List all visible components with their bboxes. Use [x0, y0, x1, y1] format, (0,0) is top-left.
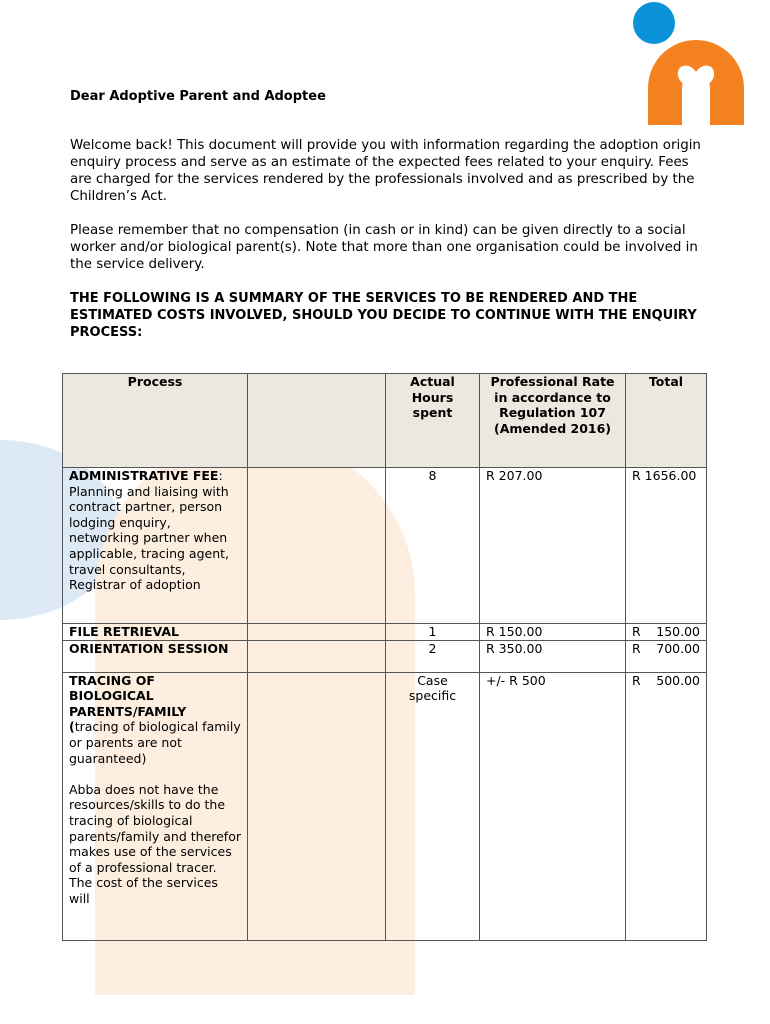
- row-description: Planning and liaising with contract partner, person lodging enquiry, networking partner when applicable, tracing agent, travel consultants, Registrar of adoption: [69, 483, 230, 593]
- process-cell: FILE RETRIEVAL: [63, 624, 248, 641]
- header-rate: Professional Rate in accordance to Regulation 107 (Amended 2016): [480, 374, 626, 468]
- process-cell: ORIENTATION SESSION: [63, 640, 248, 672]
- header-hours: Actual Hours spent: [386, 374, 480, 468]
- hours-cell: Case specific: [386, 672, 480, 940]
- total-currency: R: [632, 672, 641, 688]
- table-row: [63, 468, 707, 624]
- header-total: Total: [626, 374, 707, 468]
- process-cell: [63, 468, 248, 624]
- rate-cell: R 150.00: [480, 624, 626, 641]
- row-description: tracing of biological family or parents are not guaranteed): [69, 719, 241, 766]
- rate-cell: R 350.00: [480, 640, 626, 672]
- rate-cell: +/- R 500: [480, 672, 626, 940]
- compensation-paragraph: Please remember that no compensation (in cash or in kind) can be given directly to a social worker and/or biological parent(s). Note that more than one organisation could be involved in the service delivery.: [70, 223, 698, 272]
- total-cell: [626, 640, 707, 672]
- blank-cell: [248, 640, 386, 672]
- total-amount: 150.00: [656, 624, 700, 639]
- table-row: [63, 624, 707, 641]
- hours-cell: 8: [386, 468, 480, 624]
- table-header-row: [63, 374, 707, 468]
- process-cell: [63, 672, 248, 940]
- row-description-2: Abba does not have the resources/skills to do the tracing of biological parents/family and therefor makes use of the services of a professional tracer. The cost of the services will: [69, 781, 241, 906]
- table-row: [63, 672, 707, 940]
- row-paren: (: [69, 719, 75, 735]
- summary-heading: THE FOLLOWING IS A SUMMARY OF THE SERVICES TO BE RENDERED AND THE ESTIMATED COSTS INVOLVED, SHOULD YOU DECIDE TO CONTINUE WITH THE ENQUIRY PROCESS:: [70, 291, 697, 340]
- total-amount: 500.00: [656, 672, 700, 688]
- row-title: ADMINISTRATIVE FEE: [69, 468, 219, 483]
- row-title: TRACING OF BIOLOGICAL PARENTS/FAMILY: [69, 672, 187, 719]
- fees-table: [62, 373, 707, 941]
- header-process: Process: [63, 374, 248, 468]
- total-cell: [626, 624, 707, 641]
- table-row: [63, 640, 707, 672]
- salutation: Dear Adoptive Parent and Adoptee: [70, 89, 326, 104]
- total-amount: 700.00: [656, 640, 700, 656]
- total-currency: R: [632, 624, 641, 639]
- header-blank: [248, 374, 386, 468]
- hours-cell: 2: [386, 640, 480, 672]
- total-currency: R: [632, 640, 641, 656]
- blank-cell: [248, 624, 386, 641]
- rate-cell: R 207.00: [480, 468, 626, 624]
- abba-logo-icon: [620, 0, 760, 125]
- total-cell: R 1656.00: [626, 468, 707, 624]
- blank-cell: [248, 672, 386, 940]
- intro-paragraph: Welcome back! This document will provide you with information regarding the adoption origin enquiry process and serve as an estimate of the expected fees related to your enquiry. Fees are charged for the services rendered by the professionals involved and as prescribed by the Children’s Act.: [70, 138, 701, 204]
- blank-cell: [248, 468, 386, 624]
- row-title-suffix: :: [218, 468, 223, 483]
- total-cell: [626, 672, 707, 940]
- hours-cell: 1: [386, 624, 480, 641]
